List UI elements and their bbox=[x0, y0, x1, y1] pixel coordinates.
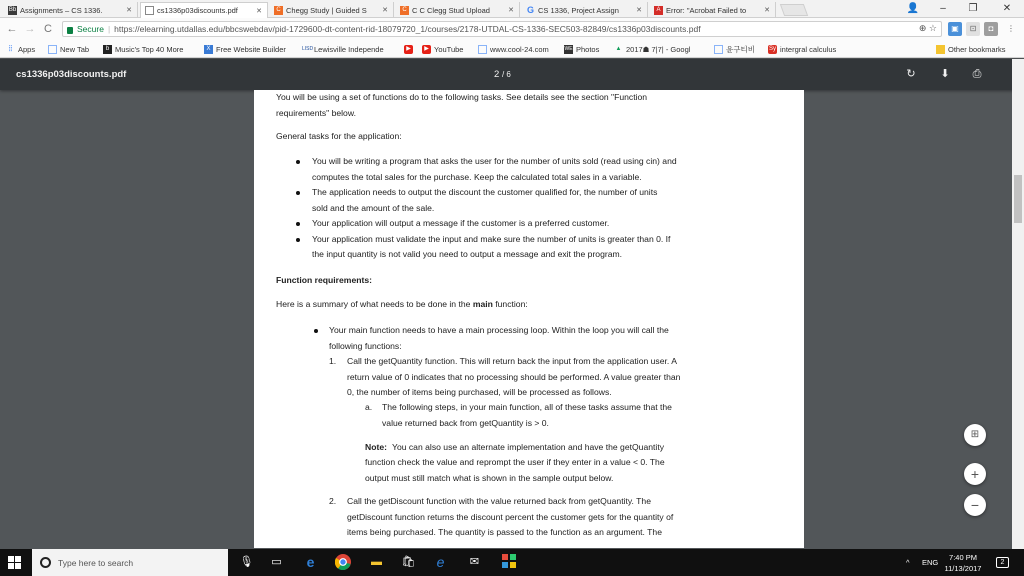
bullet-icon bbox=[314, 329, 318, 333]
bookmark-label: New Tab bbox=[60, 44, 90, 54]
restore-button[interactable]: ❐ bbox=[968, 3, 978, 14]
page-icon bbox=[714, 45, 723, 54]
tab-assignments[interactable] bbox=[4, 2, 138, 18]
cortana-icon bbox=[40, 557, 51, 568]
other-bookmarks[interactable] bbox=[936, 43, 1006, 55]
bullet-icon bbox=[296, 238, 300, 242]
drive-icon: ▲ bbox=[615, 45, 622, 52]
secure-label: Secure bbox=[77, 24, 104, 34]
document-line: function check the value and reprompt the user if they enter in a value < 0. The bbox=[365, 457, 665, 467]
document-line: General tasks for the application: bbox=[276, 131, 402, 141]
tab-strip bbox=[0, 0, 1024, 18]
taskbar bbox=[0, 549, 1024, 576]
apps-grid-icon: ⣿ bbox=[8, 45, 13, 52]
bookmark-website-builder[interactable] bbox=[204, 43, 286, 55]
tab-chegg-study[interactable] bbox=[270, 2, 394, 18]
internet-explorer-icon[interactable]: e bbox=[436, 554, 445, 570]
document-line: Note: bbox=[365, 442, 387, 452]
clock[interactable] bbox=[942, 552, 984, 574]
tab-label: C C Clegg Stud Upload bbox=[412, 5, 490, 15]
extension-icon[interactable]: ⊡ bbox=[966, 22, 980, 36]
pdf-toolbar bbox=[0, 59, 1024, 90]
bookmark-apps[interactable] bbox=[6, 43, 35, 55]
chegg-icon: C bbox=[400, 6, 409, 15]
document-line: getDiscount function returns the discount percent the customer gets for the quantity of bbox=[347, 512, 674, 522]
document-line: Your application will output a message if the customer is a preferred customer. bbox=[312, 218, 610, 228]
bookmark-label: intergral calculus bbox=[780, 44, 837, 54]
page-icon bbox=[48, 45, 57, 54]
chegg-icon: C bbox=[274, 6, 283, 15]
bookmark-label: Free Website Builder bbox=[216, 44, 286, 54]
tray-chevron-icon[interactable]: ^ bbox=[906, 558, 910, 567]
document-line: Call the getDiscount function with the value returned back from getQuantity. The bbox=[347, 496, 651, 506]
extension-icon[interactable]: ◘ bbox=[984, 22, 998, 36]
bookmark-cool24[interactable] bbox=[478, 43, 549, 55]
sy-icon: Sy bbox=[768, 45, 776, 52]
x-icon: X bbox=[204, 45, 213, 54]
document-line: a. bbox=[365, 402, 373, 412]
bookmark-label: Lewisville Independe bbox=[314, 44, 384, 54]
close-icon[interactable]: ✕ bbox=[126, 7, 132, 14]
address-bar[interactable]: Secure | https://elearning.utdallas.edu/bbcswebdav/pid-1729600-dt-content-rid-18079720_1/courses/2178-UTDAL-CS-1336-SEC503-82849/cs1336p03discounts.pdf ⊕ ☆ bbox=[62, 21, 942, 37]
folder-icon bbox=[936, 45, 945, 54]
clock-date: 11/13/2017 bbox=[944, 564, 982, 573]
google-icon: G bbox=[526, 4, 534, 15]
download-icon[interactable]: ⬇ bbox=[940, 68, 950, 80]
close-icon[interactable]: ✕ bbox=[764, 7, 770, 14]
bookmark-new-tab[interactable] bbox=[48, 43, 89, 55]
document-line: Call the getQuantity function. This will return back the input from the application user. A bbox=[347, 356, 677, 366]
tab-label: Assignments – CS 1336. bbox=[20, 5, 103, 15]
close-icon[interactable]: ✕ bbox=[636, 7, 642, 14]
document-line: computes the total sales for the purchase. Keep the calculated total sales in a variable. bbox=[312, 172, 642, 182]
document-line: You can also use an alternate implementation and have the getQuantity bbox=[392, 442, 665, 452]
blackboard-icon: Bb bbox=[8, 6, 17, 13]
total-pages: / 6 bbox=[501, 70, 511, 79]
bookmark-label: 2017☗ 7|7| - Googl bbox=[626, 44, 691, 54]
bookmark-label: Other bookmarks bbox=[948, 44, 1006, 54]
bookmark-youtube[interactable] bbox=[422, 43, 463, 55]
bookmark-label: Apps bbox=[18, 44, 36, 54]
document-line: sold and the amount of the sale. bbox=[312, 203, 435, 213]
bullet-icon bbox=[296, 191, 300, 195]
document-line: The following steps, in your main function, all of these tasks assume that the bbox=[382, 402, 672, 412]
tab-label: Error: "Acrobat Failed to bbox=[666, 5, 747, 15]
document-line: Here is a summary of what needs to be done in the main function: bbox=[276, 299, 528, 309]
document-line: The application needs to output the discount the customer qualified for, the number of units bbox=[312, 187, 658, 197]
secure-indicator[interactable] bbox=[63, 24, 104, 34]
bookmark-photos[interactable] bbox=[564, 43, 599, 55]
page-icon bbox=[478, 45, 487, 54]
bookmark-label: YouTube bbox=[434, 44, 464, 54]
bookmark-label: Photos bbox=[576, 44, 600, 54]
document-line: requirements" below. bbox=[276, 108, 356, 118]
back-button[interactable]: ← bbox=[6, 23, 18, 35]
youtube-icon: ▶ bbox=[404, 45, 413, 54]
task-view-icon[interactable]: ▭ bbox=[271, 556, 282, 568]
close-icon[interactable]: ✕ bbox=[508, 7, 514, 14]
bookmarks-bar bbox=[0, 40, 1024, 58]
document-line: Function requirements: bbox=[276, 275, 372, 285]
edge-icon[interactable]: e bbox=[306, 554, 315, 570]
browser-toolbar bbox=[0, 18, 1024, 40]
bookmark-label: Music's Top 40 More bbox=[115, 44, 184, 54]
minimize-button[interactable]: – bbox=[940, 3, 946, 14]
rotate-icon[interactable]: ↻ bbox=[906, 68, 916, 80]
tab-label: CS 1336, Project Assign bbox=[538, 5, 619, 15]
vertical-scrollbar[interactable] bbox=[1012, 59, 1024, 549]
school-icon: LISD bbox=[302, 45, 314, 52]
bookmark-label: 윤구티비 bbox=[726, 44, 755, 54]
bookmark-lewisville[interactable] bbox=[302, 43, 384, 55]
tab-acrobat-error[interactable] bbox=[650, 2, 776, 18]
photos-icon: WE bbox=[564, 45, 573, 52]
chrome-icon[interactable] bbox=[334, 554, 351, 571]
pdf-title: cs1336p03discounts.pdf bbox=[16, 69, 127, 80]
document-line: items being purchased. The quantity is passed to the function as an argument. The bbox=[347, 527, 662, 537]
document-icon bbox=[145, 6, 154, 15]
reload-button[interactable]: C bbox=[44, 23, 52, 35]
bookmark-music[interactable] bbox=[103, 43, 183, 55]
notifications-icon[interactable] bbox=[996, 549, 1009, 576]
document-line: You will be writing a program that asks the user for the number of units sold (read using cin) and bbox=[312, 156, 677, 166]
app-tiles-icon[interactable] bbox=[500, 554, 517, 571]
close-window-button[interactable]: ✕ bbox=[1002, 3, 1012, 14]
page-indicator bbox=[494, 69, 511, 80]
file-explorer-icon[interactable]: ▬ bbox=[371, 556, 382, 568]
document-line: value returned back from getQuantity is > 0. bbox=[382, 418, 549, 428]
url-text[interactable]: https://elearning.utdallas.edu/bbcswebdav/pid-1729600-dt-content-rid-18079720_1/courses/2178-UTDAL-CS-1336-SEC503-82849/cs1336p03discounts.pdf bbox=[114, 24, 701, 34]
microphone-icon[interactable]: 🎙 bbox=[239, 556, 254, 568]
pdf-page bbox=[254, 90, 804, 548]
bookmark-youtube-icon[interactable] bbox=[404, 43, 416, 55]
zoom-in-button[interactable]: + bbox=[964, 463, 986, 485]
tab-project-assign[interactable] bbox=[522, 2, 648, 18]
extension-icon[interactable]: ▣ bbox=[948, 22, 962, 36]
tab-pdf[interactable] bbox=[140, 2, 268, 18]
lock-icon bbox=[67, 27, 73, 34]
clock-time: 7:40 PM bbox=[949, 553, 977, 562]
menu-icon[interactable]: ⋮ bbox=[1007, 24, 1015, 33]
document-line: 2. bbox=[329, 496, 337, 506]
new-tab-button[interactable] bbox=[780, 4, 808, 16]
bookmark-korean[interactable] bbox=[714, 43, 755, 55]
document-line: You will be using a set of functions do to the following tasks. See details see the section "Function bbox=[276, 92, 648, 102]
user-icon[interactable]: 👤 bbox=[906, 3, 920, 14]
close-icon[interactable]: ✕ bbox=[256, 7, 262, 15]
document-line: output must still match what is shown in the sample output below. bbox=[365, 473, 614, 483]
document-line: return value of 0 indicates that no processing should be performed. A value greater than bbox=[347, 372, 681, 382]
bookmark-google-drive[interactable] bbox=[614, 43, 690, 55]
main-keyword: main bbox=[472, 299, 493, 309]
document-line: following functions: bbox=[329, 341, 402, 351]
zoom-out-button[interactable]: − bbox=[964, 494, 986, 516]
acrobat-icon: A bbox=[654, 6, 663, 15]
mail-icon[interactable]: ✉ bbox=[469, 556, 480, 568]
search-placeholder: Type here to search bbox=[58, 557, 134, 568]
tab-chegg-upload[interactable] bbox=[396, 2, 520, 18]
print-icon[interactable]: ⎙ bbox=[972, 68, 982, 80]
bullet-icon bbox=[296, 160, 300, 164]
zoom-icon[interactable]: ⊕ ☆ bbox=[918, 23, 937, 33]
current-page[interactable]: 2 bbox=[494, 69, 500, 80]
fit-page-button[interactable]: ⊞ bbox=[964, 424, 986, 446]
bookmark-label: www.cool-24.com bbox=[490, 44, 549, 54]
store-icon[interactable]: 🛍 bbox=[401, 556, 416, 568]
document-line: the input quantity is not valid you need to output a message and exit the program. bbox=[312, 249, 623, 259]
bookmark-calculus[interactable] bbox=[768, 43, 836, 55]
document-line: 0, the number of items being purchased, will be processed as follows. bbox=[347, 387, 612, 397]
bullet-icon bbox=[296, 222, 300, 226]
windows-start-icon[interactable] bbox=[8, 556, 21, 569]
document-line: 1. bbox=[329, 356, 337, 366]
tab-label: cs1336p03discounts.pdf bbox=[157, 6, 238, 15]
b-icon: b bbox=[103, 45, 112, 54]
forward-button[interactable]: → bbox=[24, 23, 36, 35]
scrollbar-thumb[interactable] bbox=[1014, 175, 1022, 223]
close-icon[interactable]: ✕ bbox=[382, 7, 388, 14]
tab-label: Chegg Study | Guided S bbox=[286, 5, 367, 15]
document-line: Your main function needs to have a main processing loop. Within the loop you will call the bbox=[329, 325, 669, 335]
youtube-icon: ▶ bbox=[422, 45, 431, 54]
taskbar-search[interactable] bbox=[32, 549, 228, 576]
notification-count: 2 bbox=[996, 557, 1009, 568]
document-line: Your application must validate the input and make sure the number of units is greater than 0. If bbox=[312, 234, 671, 244]
language-indicator[interactable]: ENG bbox=[922, 558, 939, 567]
